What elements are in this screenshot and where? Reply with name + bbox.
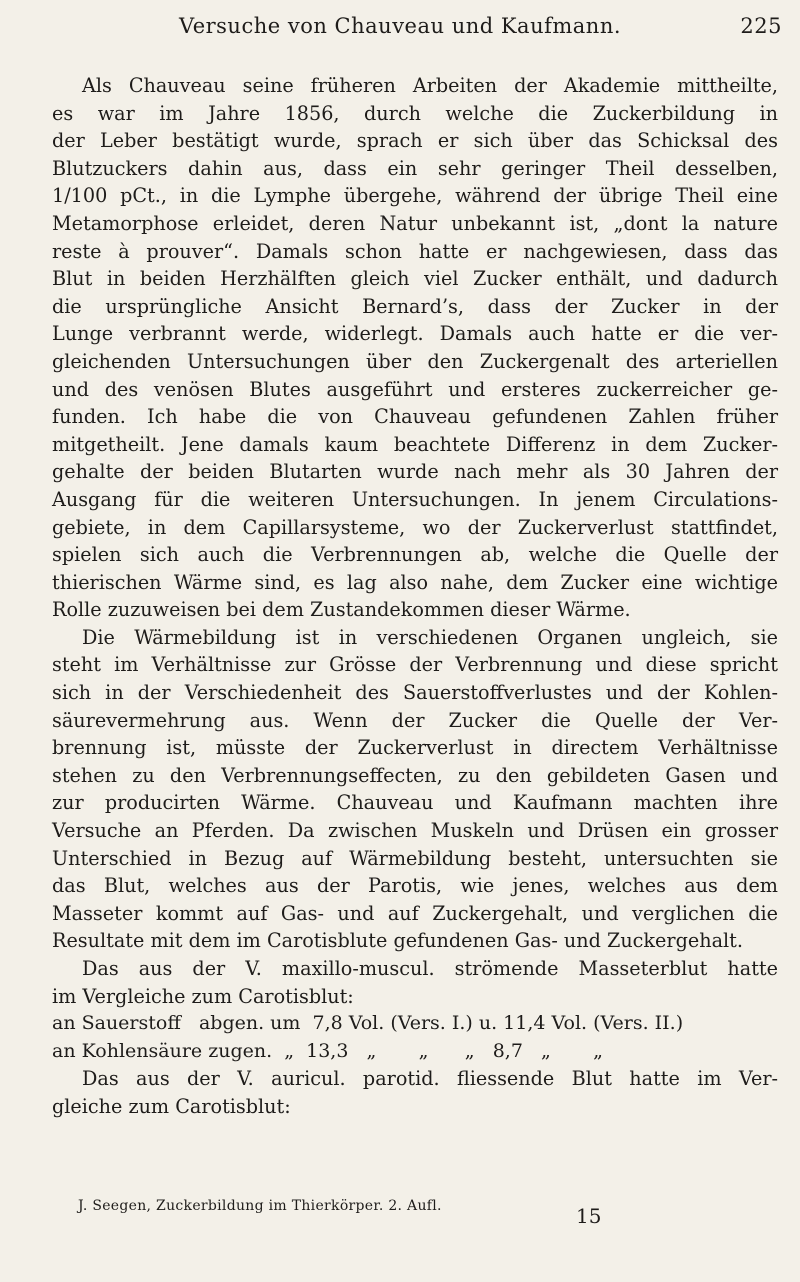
text-line: reste à prouver“. Damals schon hatte er nachgewiesen, dass das — [52, 239, 778, 263]
signature-mark: 15 — [576, 1204, 602, 1228]
text-line: stehen zu den Verbrennungseffecten, zu den gebildeten Gasen und — [52, 763, 778, 787]
text-line: Versuche an Pferden. Da zwischen Muskeln und Drüsen ein grosser — [52, 819, 778, 843]
text-line: Unterschied in Bezug auf Wärmebildung besteht, untersuchten sie — [52, 846, 778, 870]
text-line: das Blut, welches aus der Parotis, wie jenes, welches aus dem — [52, 874, 778, 898]
text-line: sich in der Verschiedenheit des Sauerstoffverlustes und der Kohlen- — [52, 681, 778, 705]
text-line: säurevermehrung aus. Wenn der Zucker die Quelle der Ver- — [52, 708, 778, 732]
text-line: gleichenden Untersuchungen über den Zuckergenalt des arteriellen — [52, 349, 778, 373]
text-line: mitgetheilt. Jene damals kaum beachtete Differenz in dem Zucker- — [52, 432, 778, 456]
text-line: Das aus der V. auricul. parotid. fliessende Blut hatte im Ver- — [82, 1067, 778, 1091]
body-text — [52, 72, 778, 1121]
page-number: 225 — [740, 14, 782, 38]
text-line: zur producirten Wärme. Chauveau und Kaufmann machten ihre — [52, 791, 778, 815]
text-line: gebiete, in dem Capillarsysteme, wo der Zuckerverlust stattfindet, — [52, 515, 778, 539]
text-line: funden. Ich habe die von Chauveau gefundenen Zahlen früher — [52, 405, 778, 429]
running-title: Versuche von Chauveau und Kaufmann. — [178, 14, 622, 38]
paragraph-3 — [52, 955, 778, 1010]
text-line: Metamorphose erleidet, deren Natur unbekannt ist, „dont la nature — [52, 211, 778, 235]
text-line: Lunge verbrannt werde, widerlegt. Damals auch hatte er die ver- — [52, 322, 778, 346]
text-line: Ausgang für die weiteren Untersuchungen. In jenem Circulations- — [52, 487, 778, 511]
text-line: gehalte der beiden Blutarten wurde nach mehr als 30 Jahren der — [52, 460, 778, 484]
text-line: und des venösen Blutes ausgeführt und ersteres zuckerreicher ge- — [52, 377, 778, 401]
text-line: brennung ist, müsste der Zuckerverlust in directem Verhältnisse — [52, 736, 778, 760]
text-line: Blutzuckers dahin aus, dass ein sehr geringer Theil desselben, — [52, 156, 778, 180]
text-line: im Vergleiche zum Carotisblut: — [52, 984, 354, 1008]
paragraph-2 — [52, 624, 778, 955]
text-line: der Leber bestätigt wurde, sprach er sich über das Schicksal des — [52, 129, 778, 153]
paragraph-1 — [52, 72, 778, 624]
gas-table — [52, 1010, 778, 1065]
text-line: gleiche zum Carotisblut: — [52, 1094, 291, 1118]
text-line: Als Chauveau seine früheren Arbeiten der Akademie mittheilte, — [82, 74, 778, 97]
text-line: Die Wärmebildung ist in verschiedenen Organen ungleich, sie — [82, 625, 778, 649]
gas-table-row-carbonic-acid: an Kohlensäure zugen. „ 13,3 „ „ „ 8,7 „ „ — [52, 1039, 604, 1062]
footnote: J. Seegen, Zuckerbildung im Thierkörper. 2. Aufl. — [78, 1198, 442, 1214]
text-line: spielen sich auch die Verbrennungen ab, welche die Quelle der — [52, 543, 778, 567]
text-line: thierischen Wärme sind, es lag also nahe, dem Zucker eine wichtige — [52, 570, 778, 594]
text-line: 1/100 pCt., in die Lymphe übergehe, während der übrige Theil eine — [52, 184, 778, 208]
page-header — [0, 6, 800, 46]
text-line: steht im Verhältnisse zur Grösse der Verbrennung und diese spricht — [52, 653, 778, 677]
paragraph-4 — [52, 1065, 778, 1120]
text-line: Blut in beiden Herzhälften gleich viel Zucker enthält, und dadurch — [52, 267, 778, 291]
text-line: es war im Jahre 1856, durch welche die Zuckerbildung in — [52, 101, 778, 125]
text-line: die ursprüngliche Ansicht Bernard’s, dass der Zucker in der — [52, 294, 778, 318]
text-line: Das aus der V. maxillo-muscul. strömende Masseterblut hatte — [82, 957, 778, 980]
text-line: Masseter kommt auf Gas- und auf Zuckergehalt, und verglichen die — [52, 901, 778, 925]
gas-table-row-oxygen: an Sauerstoff abgen. um 7,8 Vol. (Vers. I.) u. 11,4 Vol. (Vers. II.) — [52, 1012, 684, 1035]
text-line: Resultate mit dem im Carotisblute gefundenen Gas- und Zuckergehalt. — [52, 929, 743, 953]
text-line: Rolle zuzuweisen bei dem Zustandekommen dieser Wärme. — [52, 598, 631, 622]
